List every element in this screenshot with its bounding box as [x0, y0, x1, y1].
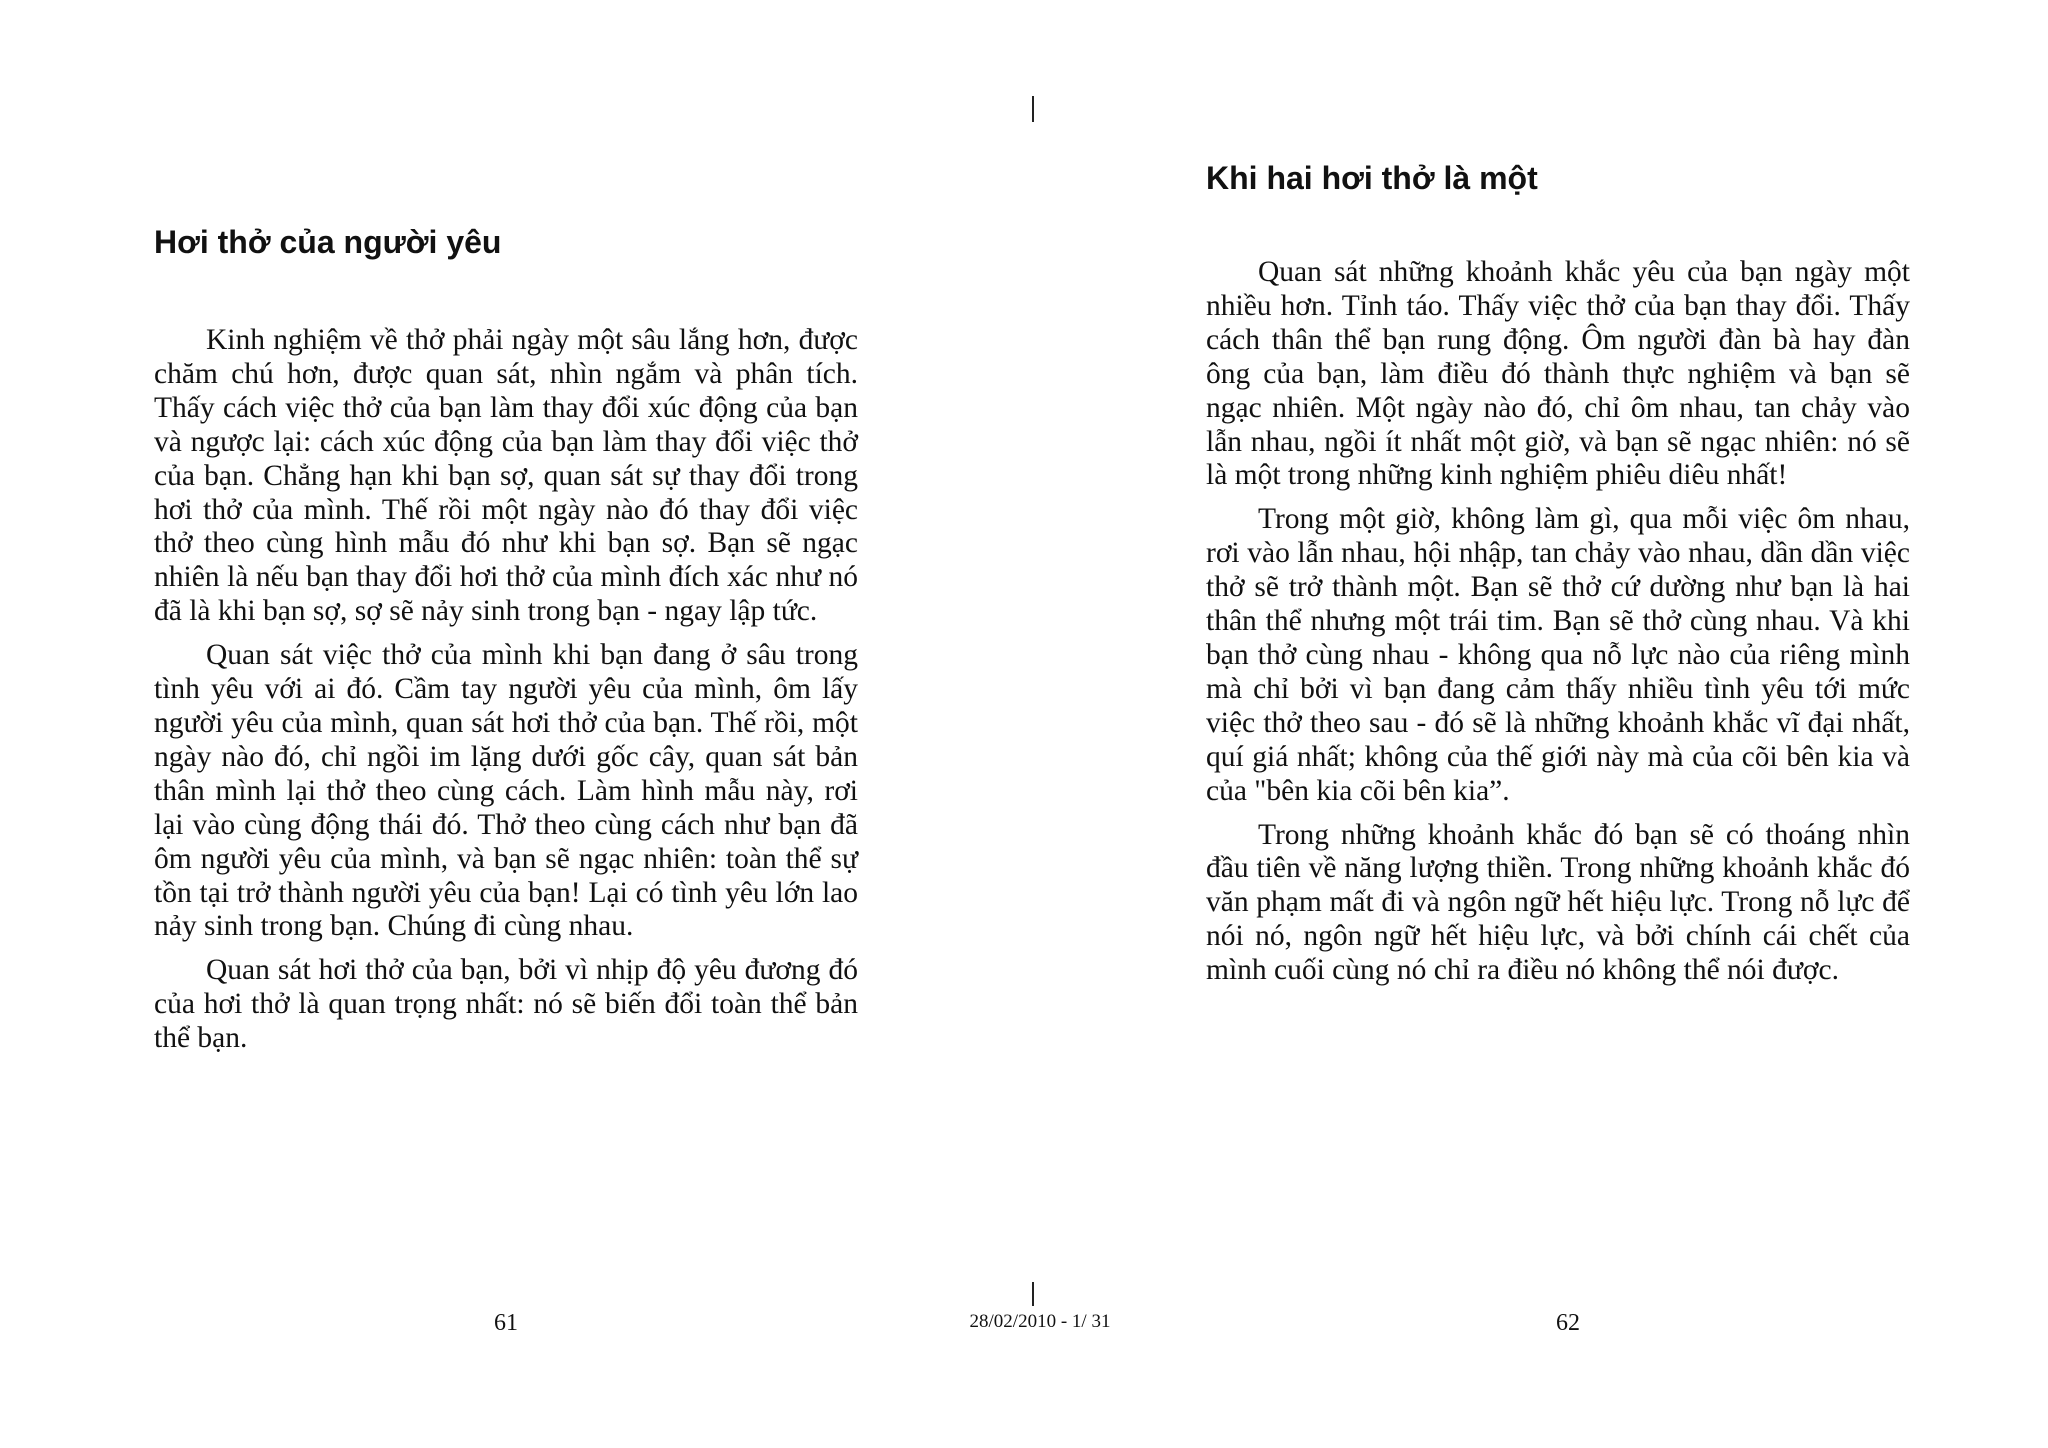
gutter-mark-bottom	[1032, 1282, 1034, 1306]
right-page-number: 62	[1556, 1310, 1580, 1336]
left-paragraph-2: Quan sát việc thở của mình khi bạn đang ở sâu trong tình yêu với ai đó. Cầm tay người yêu của mình, ôm lấy người yêu của mình, quan sát hơi thở của bạn. Thế rồi, một ngày nào đó, chỉ ngồi im lặng dưới gốc cây, quan sát bản thân mình lại thở theo cùng cách. Làm hình mẫu này, rơi lại vào cùng động thái đó. Thở theo cùng cách như bạn đã ôm người yêu của mình, và bạn sẽ ngạc nhiên: toàn thể sự tồn tại trở thành người yêu của bạn! Lại có tình yêu lớn lao nảy sinh trong bạn. Chúng đi cùng nhau.	[154, 639, 858, 943]
right-page	[1206, 158, 1910, 998]
gutter-mark-top	[1032, 96, 1034, 122]
left-paragraph-1: Kinh nghiệm về thở phải ngày một sâu lắng hơn, được chăm chú hơn, được quan sát, nhìn ngắm và phân tích. Thấy cách việc thở của bạn làm thay đổi xúc động của bạn và ngược lại: cách xúc động của bạn làm thay đổi việc thở của bạn. Chẳng hạn khi bạn sợ, quan sát sự thay đổi trong hơi thở của mình. Thế rồi một ngày nào đó thay đổi việc thở theo cùng hình mẫu đó như khi bạn sợ. Bạn sẽ ngạc nhiên là nếu bạn thay đổi hơi thở của mình đích xác như nó đã là khi bạn sợ, sợ sẽ nảy sinh trong bạn - ngay lập tức.	[154, 324, 858, 628]
left-page-title: Hơi thở của người yêu	[154, 224, 502, 260]
footer-stamp: 28/02/2010 - 1/ 31	[969, 1311, 1111, 1332]
right-paragraph-3: Trong những khoảnh khắc đó bạn sẽ có thoáng nhìn đầu tiên về năng lượng thiền. Trong những khoảnh khắc đó văn phạm mất đi và ngôn ngữ hết hiệu lực. Trong nỗ lực để nói nó, ngôn ngữ hết hiệu lực, và bởi chính cái chết của mình cuối cùng nó chỉ ra điều nó không thể nói được.	[1206, 818, 1910, 987]
left-page	[154, 222, 858, 1066]
left-page-number: 61	[494, 1310, 518, 1336]
right-page-title: Khi hai hơi thở là một	[1206, 160, 1538, 196]
left-paragraph-3: Quan sát hơi thở của bạn, bởi vì nhịp độ yêu đương đó của hơi thở là quan trọng nhất: nó sẽ biến đổi toàn thể bản thể bạn.	[154, 954, 858, 1055]
right-paragraph-1: Quan sát những khoảnh khắc yêu của bạn ngày một nhiều hơn. Tỉnh táo. Thấy việc thở của bạn thay đổi. Thấy cách thân thể bạn rung động. Ôm người đàn bà hay đàn ông của bạn, làm điều đó thành thực nghiệm và bạn sẽ ngạc nhiên. Một ngày nào đó, chỉ ôm nhau, tan chảy vào lẫn nhau, ngồi ít nhất một giờ, và bạn sẽ ngạc nhiên: nó sẽ là một trong những kinh nghiệm phiêu diêu nhất!	[1206, 256, 1910, 492]
right-paragraph-2: Trong một giờ, không làm gì, qua mỗi việc ôm nhau, rơi vào lẫn nhau, hội nhập, tan chảy vào nhau, dần dần việc thở sẽ trở thành một. Bạn sẽ thở cứ dường như bạn là hai thân thể nhưng một trái tim. Bạn sẽ thở cùng nhau. Và khi bạn thở cùng nhau - không qua nỗ lực nào của riêng mình mà chỉ bởi vì bạn đang cảm thấy nhiều tình yêu tới mức việc thở theo sau - đó sẽ là những khoảnh khắc vĩ đại nhất, quí giá nhất; không của thế giới này mà của cõi bên kia và của "bên kia cõi bên kia”.	[1206, 503, 1910, 807]
